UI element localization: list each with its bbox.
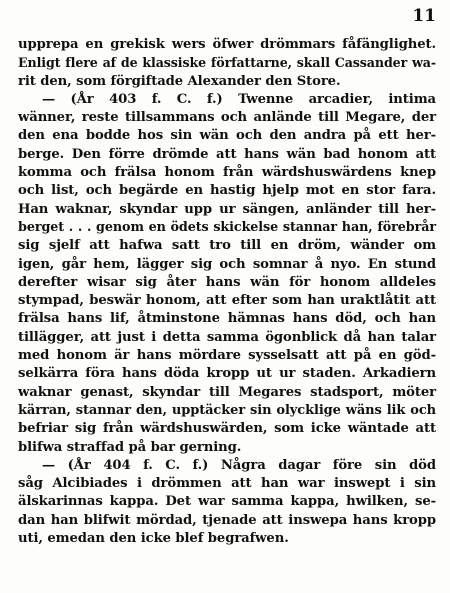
text-line: — (År 404 f. C. f.) Några dagar före sin död (42, 457, 436, 473)
text-line: sig sjelf att hafwa satt tro till en dröm, wänder om (18, 238, 436, 254)
text-line: berge. Den förre drömde att hans wän bad honom att (18, 146, 436, 162)
text-line: såg Alcibiades i drömmen att han war inswept i sin (18, 476, 436, 492)
text-line: frälsa hans lif, åtminstone hämnas hans död, och han (18, 311, 436, 327)
text-line: älskarinnas kappa. Det war samma kappa, hwilken, se- (18, 494, 436, 510)
text-line: den ena bodde hos sin wän och den andra på ett her- (18, 128, 436, 144)
text-line: igen, går hem, lägger sig och somnar å nyo. En stund (18, 256, 436, 272)
text-line: med honom är hans mördare sysselsatt att på en göd- (18, 348, 436, 364)
body-text (18, 36, 436, 548)
text-line: selkärra föra hans döda kropp ut ur staden. Arkadiern (18, 366, 436, 382)
text-line: dan han blifwit mördad, tjenade att inswepa hans kropp (18, 512, 436, 528)
text-line: wänner, reste tillsammans och anlände till Megare, der (18, 110, 436, 126)
page-number: 11 (412, 6, 436, 26)
text-line: stympad, beswär honom, att efter som han uraktlåtit att (18, 293, 436, 309)
text-line: berget . . . genom en ödets skickelse stannar han, förebrår (18, 219, 436, 235)
text-line: Han waknar, skyndar upp ur sängen, anländer till her- (18, 201, 436, 217)
text-line: och list, och begärde en hastig hjelp mot en stor fara. (18, 183, 436, 199)
text-line: waknar genast, skyndar till Megares stadsport, möter (18, 384, 436, 400)
text-line: blifwa straffad på bar gerning. (18, 439, 242, 455)
text-line: upprepa en grekisk wers öfwer drömmars fåfänglighet. (18, 37, 436, 52)
text-line: — (År 403 f. C. f.) Twenne arcadier, intima (42, 91, 436, 107)
text-line: komma och frälsa honom från wärdshuswärdens knep (18, 165, 436, 181)
text-line: derefter wisar sig åter hans wän för honom alldeles (18, 274, 436, 290)
text-line: rit den, som förgiftade Alexander den Store. (18, 73, 341, 89)
text-line: uti, emedan den icke blef begrafwen. (18, 531, 289, 547)
text-line: kärran, stannar den, upptäcker sin olycklige wäns lik och (18, 402, 436, 418)
text-line: tillägger, att just i detta samma ögonblick då han talar (18, 329, 436, 345)
text-line: befriar sig från wärdshuswärden, som icke wäntade att (18, 421, 436, 437)
text-line: Enligt flere af de klassiske författarne, skall Cassander wa- (18, 55, 436, 71)
